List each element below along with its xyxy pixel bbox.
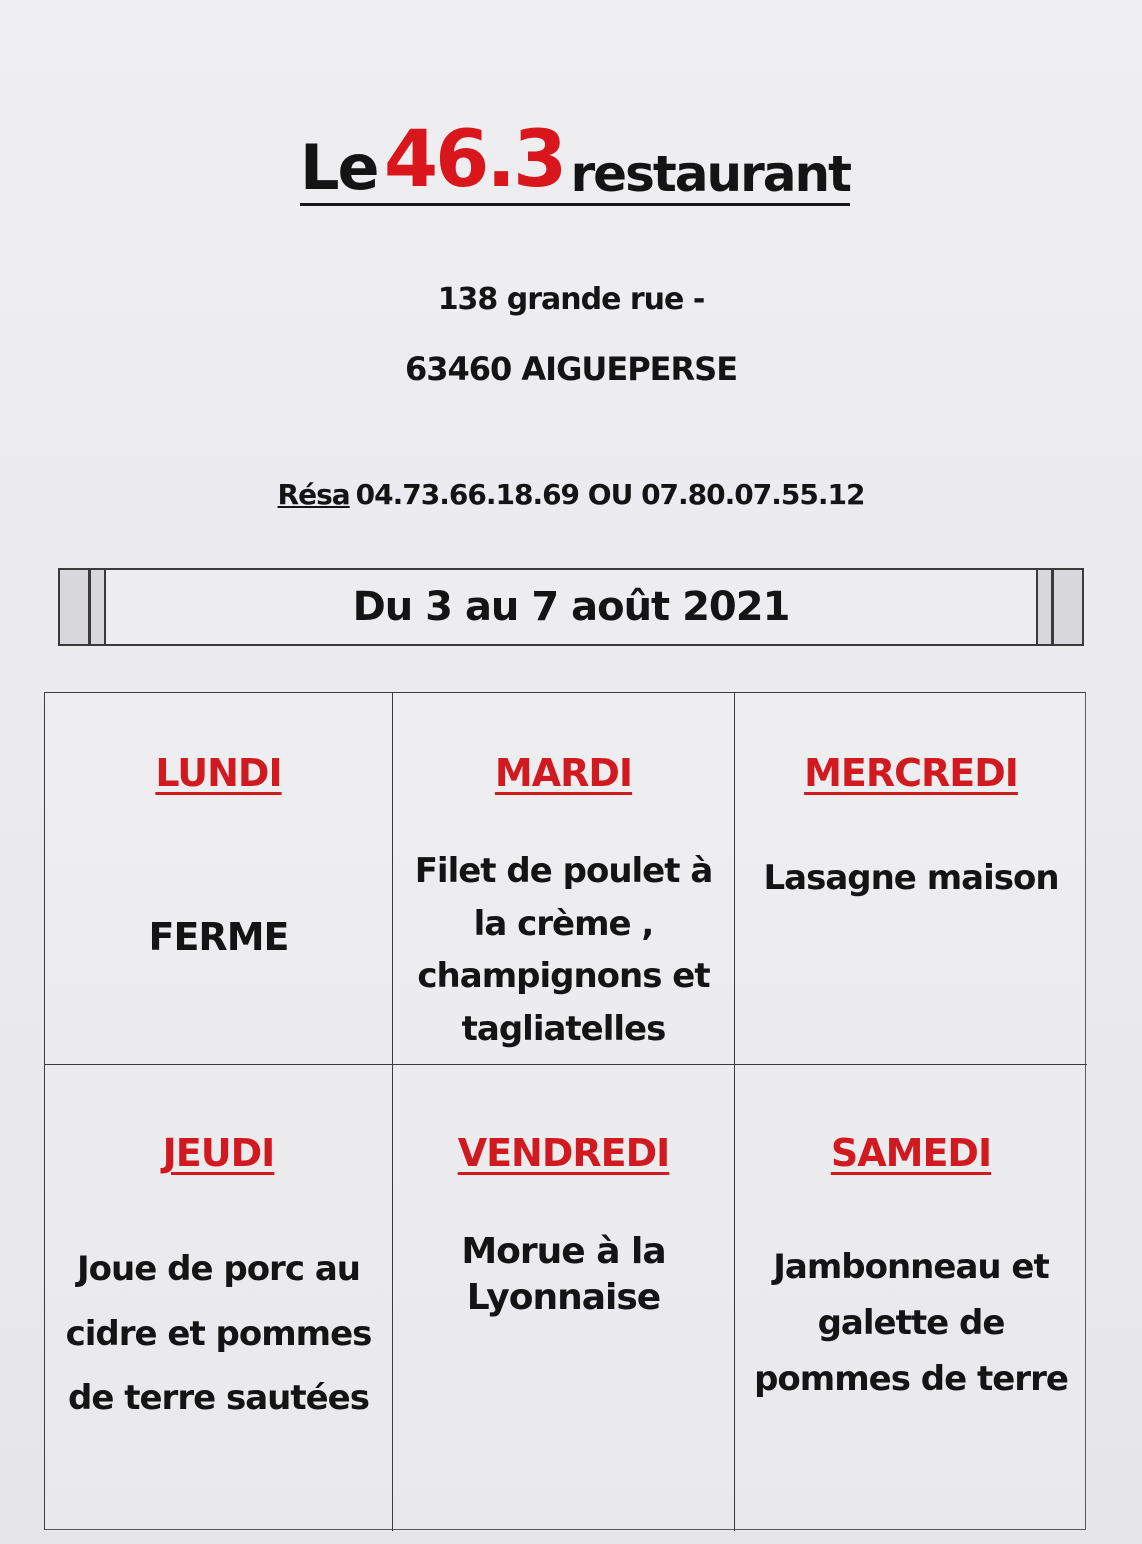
day-label: LUNDI: [155, 751, 282, 795]
dish-text: Morue à la Lyonnaise: [461, 1231, 666, 1319]
day-label: MARDI: [494, 751, 633, 795]
day-label: SAMEDI: [830, 1131, 992, 1175]
reservation-label: Résa: [277, 478, 350, 511]
title-restaurant: restaurant: [570, 145, 850, 203]
day-label: JEUDI: [162, 1131, 275, 1175]
dish-text: Lasagne maison: [763, 858, 1059, 898]
address-city: 63460 AIGUEPERSE: [404, 350, 738, 388]
address-street: 138 grande rue -: [437, 282, 705, 317]
menu-cell-vendredi: [393, 1065, 735, 1531]
dish-text: Joue de porc au cidre et pommes de terre sautées: [65, 1249, 372, 1419]
reservation-numbers: 04.73.66.18.69 OU 07.80.07.55.12: [355, 478, 865, 511]
menu-cell-jeudi: [45, 1065, 393, 1531]
title-le: Le: [300, 131, 378, 204]
menu-cell-mardi: [393, 693, 735, 1065]
banner-right-cap: [1036, 570, 1082, 644]
dish-text: FERME: [148, 915, 289, 959]
date-range: Du 3 au 7 août 2021: [352, 584, 790, 630]
day-label: VENDREDI: [457, 1131, 670, 1175]
menu-cell-mercredi: [735, 693, 1087, 1065]
dish-text: Jambonneau et galette de pommes de terre: [754, 1247, 1068, 1400]
dish-text: Filet de poulet à la crème , champignons et tagliatelles: [414, 851, 713, 1050]
menu-cell-samedi: [735, 1065, 1087, 1531]
weekly-menu-grid: [44, 692, 1086, 1530]
title-number: 46.3: [383, 115, 565, 205]
menu-cell-lundi: [45, 693, 393, 1065]
day-label: MERCREDI: [804, 751, 1018, 795]
date-banner: [58, 568, 1084, 646]
reservation-line: [0, 478, 1142, 511]
restaurant-title: [300, 110, 850, 206]
banner-left-cap: [60, 570, 106, 644]
